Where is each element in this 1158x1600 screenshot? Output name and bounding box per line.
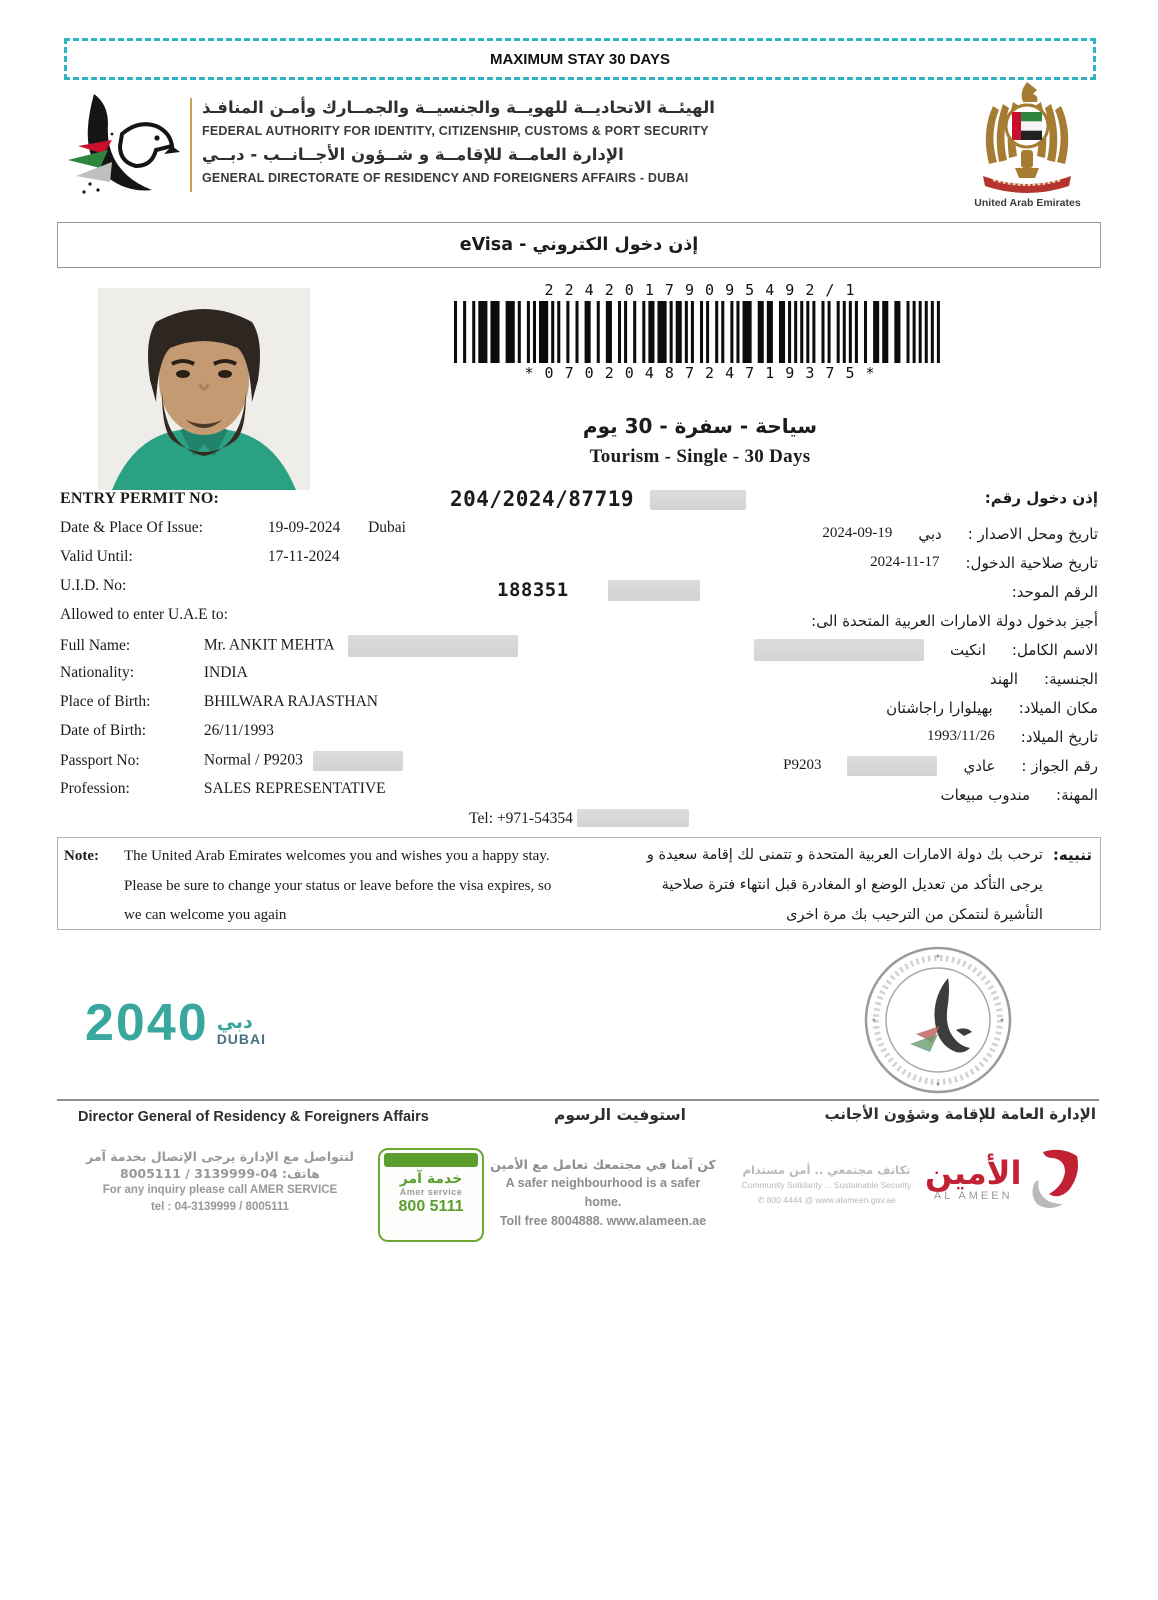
max-stay-text: MAXIMUM STAY 30 DAYS <box>489 50 671 68</box>
al-ameen-shield-icon <box>1027 1148 1081 1210</box>
row-valid-until <box>60 548 1098 577</box>
at-icon: @ <box>804 1195 814 1205</box>
field-label: U.I.D. No: <box>60 577 127 595</box>
field-value-ar: 1993/11/26 <box>926 728 995 744</box>
community-line-en: Community Solidarity ... Sustainable Security <box>741 1180 912 1190</box>
row-full-name <box>60 635 1098 664</box>
note-text-ar: ترحب بك دولة الامارات العربية المتحدة و تتمنى لك إقامة سعيدة و يرجى التأكد من تعديل الوضع او المغادرة قبل انتهاء فترة صلاحية التأشيرة لنتمكن من الترحيب بك مرة اخرى <box>646 847 1043 923</box>
visa-type-english: Tourism - Single - 30 Days <box>589 446 811 467</box>
redaction-box <box>754 639 924 661</box>
field-value-ar: انكيت <box>950 640 986 659</box>
entry-permit-label-en: ENTRY PERMIT NO: <box>60 490 220 507</box>
amer-phone-en: tel : 04-3139999 / 8005111 <box>150 1201 290 1213</box>
redaction-box <box>313 751 403 771</box>
amer-badge-en: Amer service <box>399 1187 463 1197</box>
header-authority-block <box>202 95 802 189</box>
gdrfa-falcon-logo <box>60 90 186 204</box>
alameen-safer-block <box>486 1155 720 1231</box>
field-label-ar: أجيز بدخول دولة الامارات العربية المتحدة الى: <box>811 611 1098 630</box>
al-ameen-logo <box>925 1148 1081 1210</box>
field-value-ar-passport: P9203 <box>783 757 822 773</box>
field-label-ar: الجنسية: <box>1044 669 1098 688</box>
dubai-2040-city-en: DUBAI <box>216 1031 267 1047</box>
visa-details <box>60 519 1098 809</box>
field-label: Date of Birth: <box>60 722 147 740</box>
field-label-ar: مكان الميلاد: <box>1018 698 1098 717</box>
field-value: Mr. ANKIT MEHTA <box>203 636 334 654</box>
directorate-name-arabic: الإدارة العامــة للإقامــة و شــؤون الأجــانــب - دبــي <box>202 145 624 164</box>
field-label: Date & Place Of Issue: <box>60 519 203 537</box>
note-label-ar: تنبيه: <box>1052 846 1092 864</box>
uae-emblem <box>973 80 1081 194</box>
safer-tollfree: Toll free 8004888. www.alameen.ae <box>499 1214 707 1228</box>
max-stay-banner <box>64 38 1096 80</box>
amer-service-badge <box>378 1148 484 1242</box>
authority-stamp <box>860 942 1016 1098</box>
note-label-en: Note: <box>64 848 99 864</box>
field-label: Valid Until: <box>60 548 133 566</box>
community-solidarity-block <box>734 1163 919 1208</box>
visa-type-arabic: سياحة - سفرة - 30 يوم <box>582 414 818 438</box>
evisa-title-bar <box>57 222 1101 268</box>
row-uid <box>60 577 1098 606</box>
redaction-box <box>608 580 700 601</box>
note-box <box>57 837 1101 930</box>
row-date-place-of-issue <box>60 519 1098 548</box>
field-value-ar: عادي <box>963 756 996 775</box>
field-value: BHILWARA RAJASTHAN <box>203 693 378 710</box>
phone-icon: ✆ <box>757 1195 765 1205</box>
al-ameen-en: AL AMEEN <box>933 1189 1013 1202</box>
redaction-box <box>650 490 746 510</box>
field-value-ar: الهند <box>989 669 1019 688</box>
row-allowed-to-enter <box>60 606 1098 635</box>
amer-line-ar: لتتواصل مع الإدارة يرجى الإتصال بخدمة آمر <box>86 1149 354 1164</box>
emblem-caption: United Arab Emirates <box>974 197 1081 209</box>
field-label-ar: رقم الجواز : <box>1021 756 1098 775</box>
field-value: SALES REPRESENTATIVE <box>203 780 386 797</box>
field-value-place: Dubai <box>368 519 406 536</box>
field-value-ar: بهيلوارا راجاشتان <box>886 698 993 717</box>
barcode-top-number: 2 2 4 2 0 1 7 9 0 9 5 4 9 2 / 1 <box>544 281 856 299</box>
field-label-ar: تاريخ الميلاد: <box>1020 727 1098 746</box>
field-label-ar: المهنة: <box>1056 785 1098 804</box>
community-line-ar: تكاتف مجتمعي .. أمن مستدام <box>742 1163 911 1177</box>
note-english <box>64 842 562 931</box>
row-date-of-birth <box>60 722 1098 751</box>
safer-line-en: A safer neighbourhood is a safer home. <box>505 1176 701 1209</box>
field-label: Full Name: <box>60 637 131 654</box>
barcode-block <box>452 281 948 468</box>
field-label: Place of Birth: <box>60 693 151 711</box>
header-divider <box>190 98 192 192</box>
telephone-number: Tel: +971-54354 <box>469 810 573 827</box>
field-value-ar: مندوب مبيعات <box>940 785 1031 804</box>
field-value: 26/11/1993 <box>203 722 274 739</box>
field-value-ar: 2024-11-17 <box>870 554 940 570</box>
director-general-label: Director General of Residency & Foreigners Affairs <box>78 1109 429 1125</box>
evisa-title: إذن دخول الكتروني - eVisa <box>459 235 699 255</box>
field-label-ar: الرقم الموحد: <box>1011 582 1098 601</box>
field-label: Allowed to enter U.A.E to: <box>60 606 228 624</box>
uid-number: 188351 <box>497 579 569 601</box>
footer-divider <box>57 1099 1099 1101</box>
amer-badge-number: 800 5111 <box>398 1198 464 1215</box>
field-value: 19-09-2024 <box>267 519 341 536</box>
redaction-box <box>577 809 689 827</box>
community-web: www.alameen.gov.ae <box>815 1195 896 1205</box>
entry-permit-number: 204/2024/87719 <box>450 487 635 511</box>
row-profession <box>60 780 1098 809</box>
field-value-ar-date: 2024-09-19 <box>822 525 893 541</box>
entry-permit-row <box>60 487 1098 515</box>
note-arabic <box>613 840 1092 930</box>
note-text-en: The United Arab Emirates welcomes you and wishes you a happy stay. Please be sure to change your status or leave before the visa expires, so we can welcome you again <box>124 848 552 923</box>
fees-collected-label: استوفيت الرسوم <box>554 1106 686 1124</box>
entry-permit-label-ar: إذن دخول رقم: <box>984 489 1098 507</box>
authority-name-arabic: الهيئــة الاتحاديــة للهويــة والجنسيــة والجمــارك وأمـن المنافـذ <box>202 98 715 117</box>
field-value: Normal / P9203 <box>203 751 303 769</box>
row-nationality <box>60 664 1098 693</box>
field-label-ar: الاسم الكامل: <box>1011 640 1098 659</box>
field-value: 17-11-2024 <box>267 548 340 565</box>
amer-contact-block <box>70 1148 370 1216</box>
directorate-name-english: GENERAL DIRECTORATE OF RESIDENCY AND FOREIGNERS AFFAIRS - DUBAI <box>202 171 689 185</box>
amer-badge-ar: خدمة آمر <box>399 1171 463 1187</box>
barcode-bottom-number: * 0 7 0 2 0 4 8 7 2 4 7 1 9 3 7 5 * <box>524 364 876 382</box>
field-label: Passport No: <box>60 752 140 769</box>
field-label: Nationality: <box>60 664 135 682</box>
barcode <box>454 301 946 363</box>
field-value-ar: دبي <box>918 524 942 543</box>
al-ameen-ar: الأمين <box>925 1153 1022 1192</box>
field-label-ar: تاريخ صلاحية الدخول: <box>965 553 1098 572</box>
redaction-box <box>847 756 937 776</box>
safer-line-ar: كن آمنا في مجتمعك تعامل مع الأمين <box>490 1157 716 1172</box>
authority-name-english: FEDERAL AUTHORITY FOR IDENTITY, CITIZENSHIP, CUSTOMS & PORT SECURITY <box>202 124 709 138</box>
residency-directorate-label: الإدارة العامة للإقامة وشؤون الأجانب <box>824 1105 1096 1123</box>
amer-phone-ar: هاتف: 04-3139999 / 8005111 <box>120 1166 320 1181</box>
dubai-2040-number: 2040 <box>85 994 209 1052</box>
redaction-box <box>348 635 518 657</box>
row-passport-no <box>60 751 1098 780</box>
field-label-ar: تاريخ ومحل الاصدار : <box>967 524 1098 543</box>
dubai-2040-city-ar: دبي <box>216 1011 253 1033</box>
dubai-2040-logo <box>85 994 267 1052</box>
community-phone: 800 4444 <box>766 1195 803 1205</box>
telephone-row <box>0 809 1158 828</box>
applicant-photo <box>98 288 310 490</box>
row-place-of-birth <box>60 693 1098 722</box>
amer-line-en: For any inquiry please call AMER SERVICE <box>102 1184 338 1196</box>
field-value: INDIA <box>203 664 248 681</box>
amer-badge-banner <box>384 1153 478 1167</box>
field-label: Profession: <box>60 780 130 798</box>
